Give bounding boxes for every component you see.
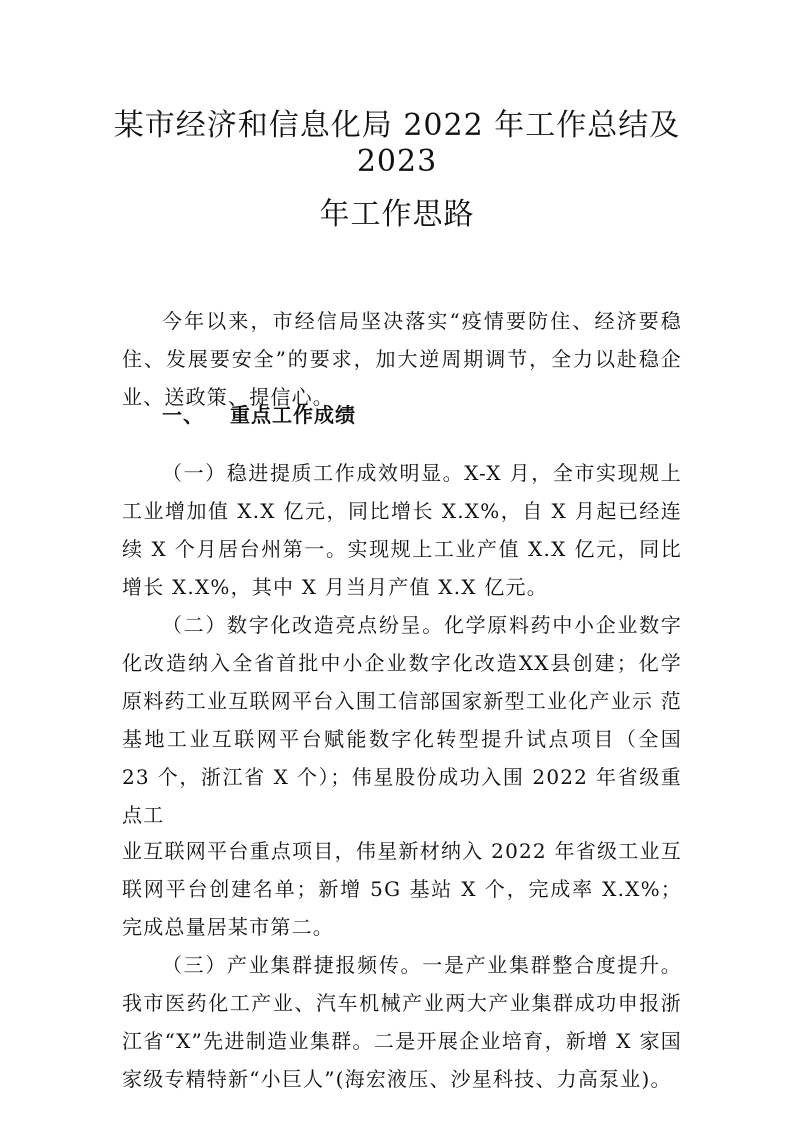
intro-paragraph: 今年以来，市经信局坚决落实“疫情要防住、经济要稳住、发展要安全”的要求，加大逆周期调节，全力以赴稳企业、送政策、提信心。 [122,309,682,409]
item-2-paragraph-continued: 业互联网平台重点项目，伟星新材纳入 2022 年省级工业互联网平台创建名单；新增 5G 基站 X 个，完成率 X.X%； 完成总量居某市第二。 [122,839,682,939]
document-title-line-1: 某市经济和信息化局 2022 年工作总结及 [113,108,681,143]
section-number: 一、 [162,403,204,427]
item-1-lead: （一）稳进提质工作成效明显。 [162,461,465,485]
item-1-paragraph [122,454,682,606]
section-heading-text: 重点工作成绩 [230,403,356,427]
document-title-line-2: 2023 [356,144,438,179]
item-1-text: X-X 月，全市实现规上工业增加值 X.X 亿元，同比增长 X.X%，自 X 月起已经连续 X 个月居台州第一。实现规上工业产值 X.X 亿元，同比增长 X.X%，其中 X 月当月产值 X.X 亿元。 [122,461,682,599]
item-2-lead: （二）数字化改造亮点纷呈。 [162,613,444,637]
section-heading [162,396,356,434]
item-3-paragraph [122,946,682,1098]
document-title-line-3: 年工作思路 [319,197,475,232]
item-2-paragraph [122,606,682,834]
item-3-text: 一是产业集群整合度提升。我市医药化工产业、汽车机械产业两大产业集群成功申报浙江省“X”先进制造业集群。二是开展企业培育，新增 X 家国家级专精特新“小巨人”(海宏液压、沙星科技、力高泵业)。 [122,953,683,1091]
item-2-text: 化学原料药中小企业数字化改造纳入全省首批中小企业数字化改造XX县创建；化学原料药工业互联网平台入围工信部国家新型工业化产业示 范基地工业互联网平台赋能数字化转型提升试点项目（全国 23 个，浙江省 X 个）；伟星股份成功入围 2022 年省级重点工 [122,613,683,827]
item-3-lead: （三）产业集群捷报频传。 [162,953,423,977]
